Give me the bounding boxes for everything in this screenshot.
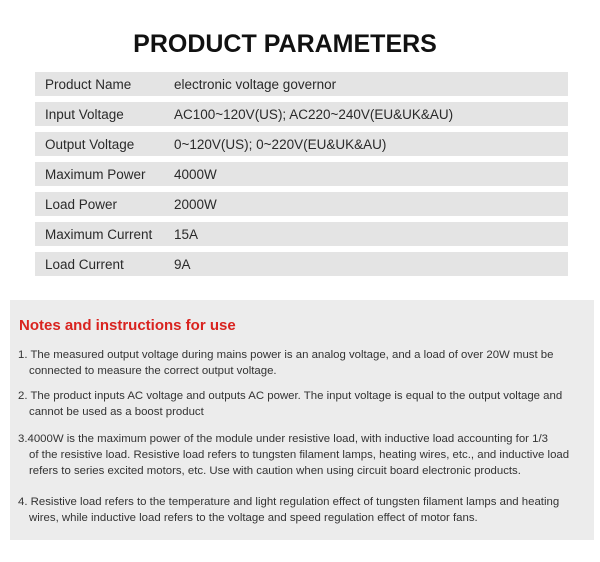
note-item-4 [18,494,590,526]
param-value: 9A [174,256,191,272]
note-line: connected to measure the correct output voltage. [29,365,277,377]
param-value: 2000W [174,196,217,212]
param-row-maximum-current [35,222,568,246]
param-value: 15A [174,226,199,242]
param-value: 4000W [174,166,217,182]
param-row-load-current [35,252,568,276]
param-value: electronic voltage governor [174,76,337,92]
param-label: Load Current [45,256,124,272]
param-label: Maximum Current [45,226,153,242]
note-line: refers to series excited motors, etc. Use with caution when using circuit board electronic products. [29,465,521,477]
note-line: 1. The measured output voltage during mains power is an analog voltage, and a load of over 20W must be [18,349,554,361]
note-line: cannot be used as a boost product [29,406,204,418]
note-line: 2. The product inputs AC voltage and outputs AC power. The input voltage is equal to the output voltage and [18,390,563,402]
page-title: PRODUCT PARAMETERS [133,30,437,58]
param-label: Output Voltage [45,136,135,152]
param-label: Maximum Power [45,166,146,182]
param-value: 0~120V(US); 0~220V(EU&UK&AU) [174,136,387,152]
note-line: wires, while inductive load refers to the voltage and speed regulation effect of motor fans. [29,512,478,524]
param-row-output-voltage [35,132,568,156]
param-row-load-power [35,192,568,216]
param-row-input-voltage [35,102,568,126]
notes-panel [10,300,594,540]
note-line: 4. Resistive load refers to the temperature and light regulation effect of tungsten filament lamps and heating [18,496,560,508]
param-row-product-name [35,72,568,96]
param-label: Input Voltage [45,106,124,122]
note-item-3 [18,431,590,479]
note-item-1 [18,347,590,379]
note-item-2 [18,388,590,420]
note-line: 3.4000W is the maximum power of the module under resistive load, with inductive load accounting for 1/3 [18,433,548,445]
param-value: AC100~120V(US); AC220~240V(EU&UK&AU) [174,106,454,122]
param-label: Product Name [45,76,132,92]
notes-title: Notes and instructions for use [19,317,236,334]
parameters-table [35,72,568,282]
param-label: Load Power [45,196,118,212]
param-row-maximum-power [35,162,568,186]
note-line: of the resistive load. Resistive load refers to tungsten filament lamps, heating wires, etc., and inductive load [29,449,570,461]
